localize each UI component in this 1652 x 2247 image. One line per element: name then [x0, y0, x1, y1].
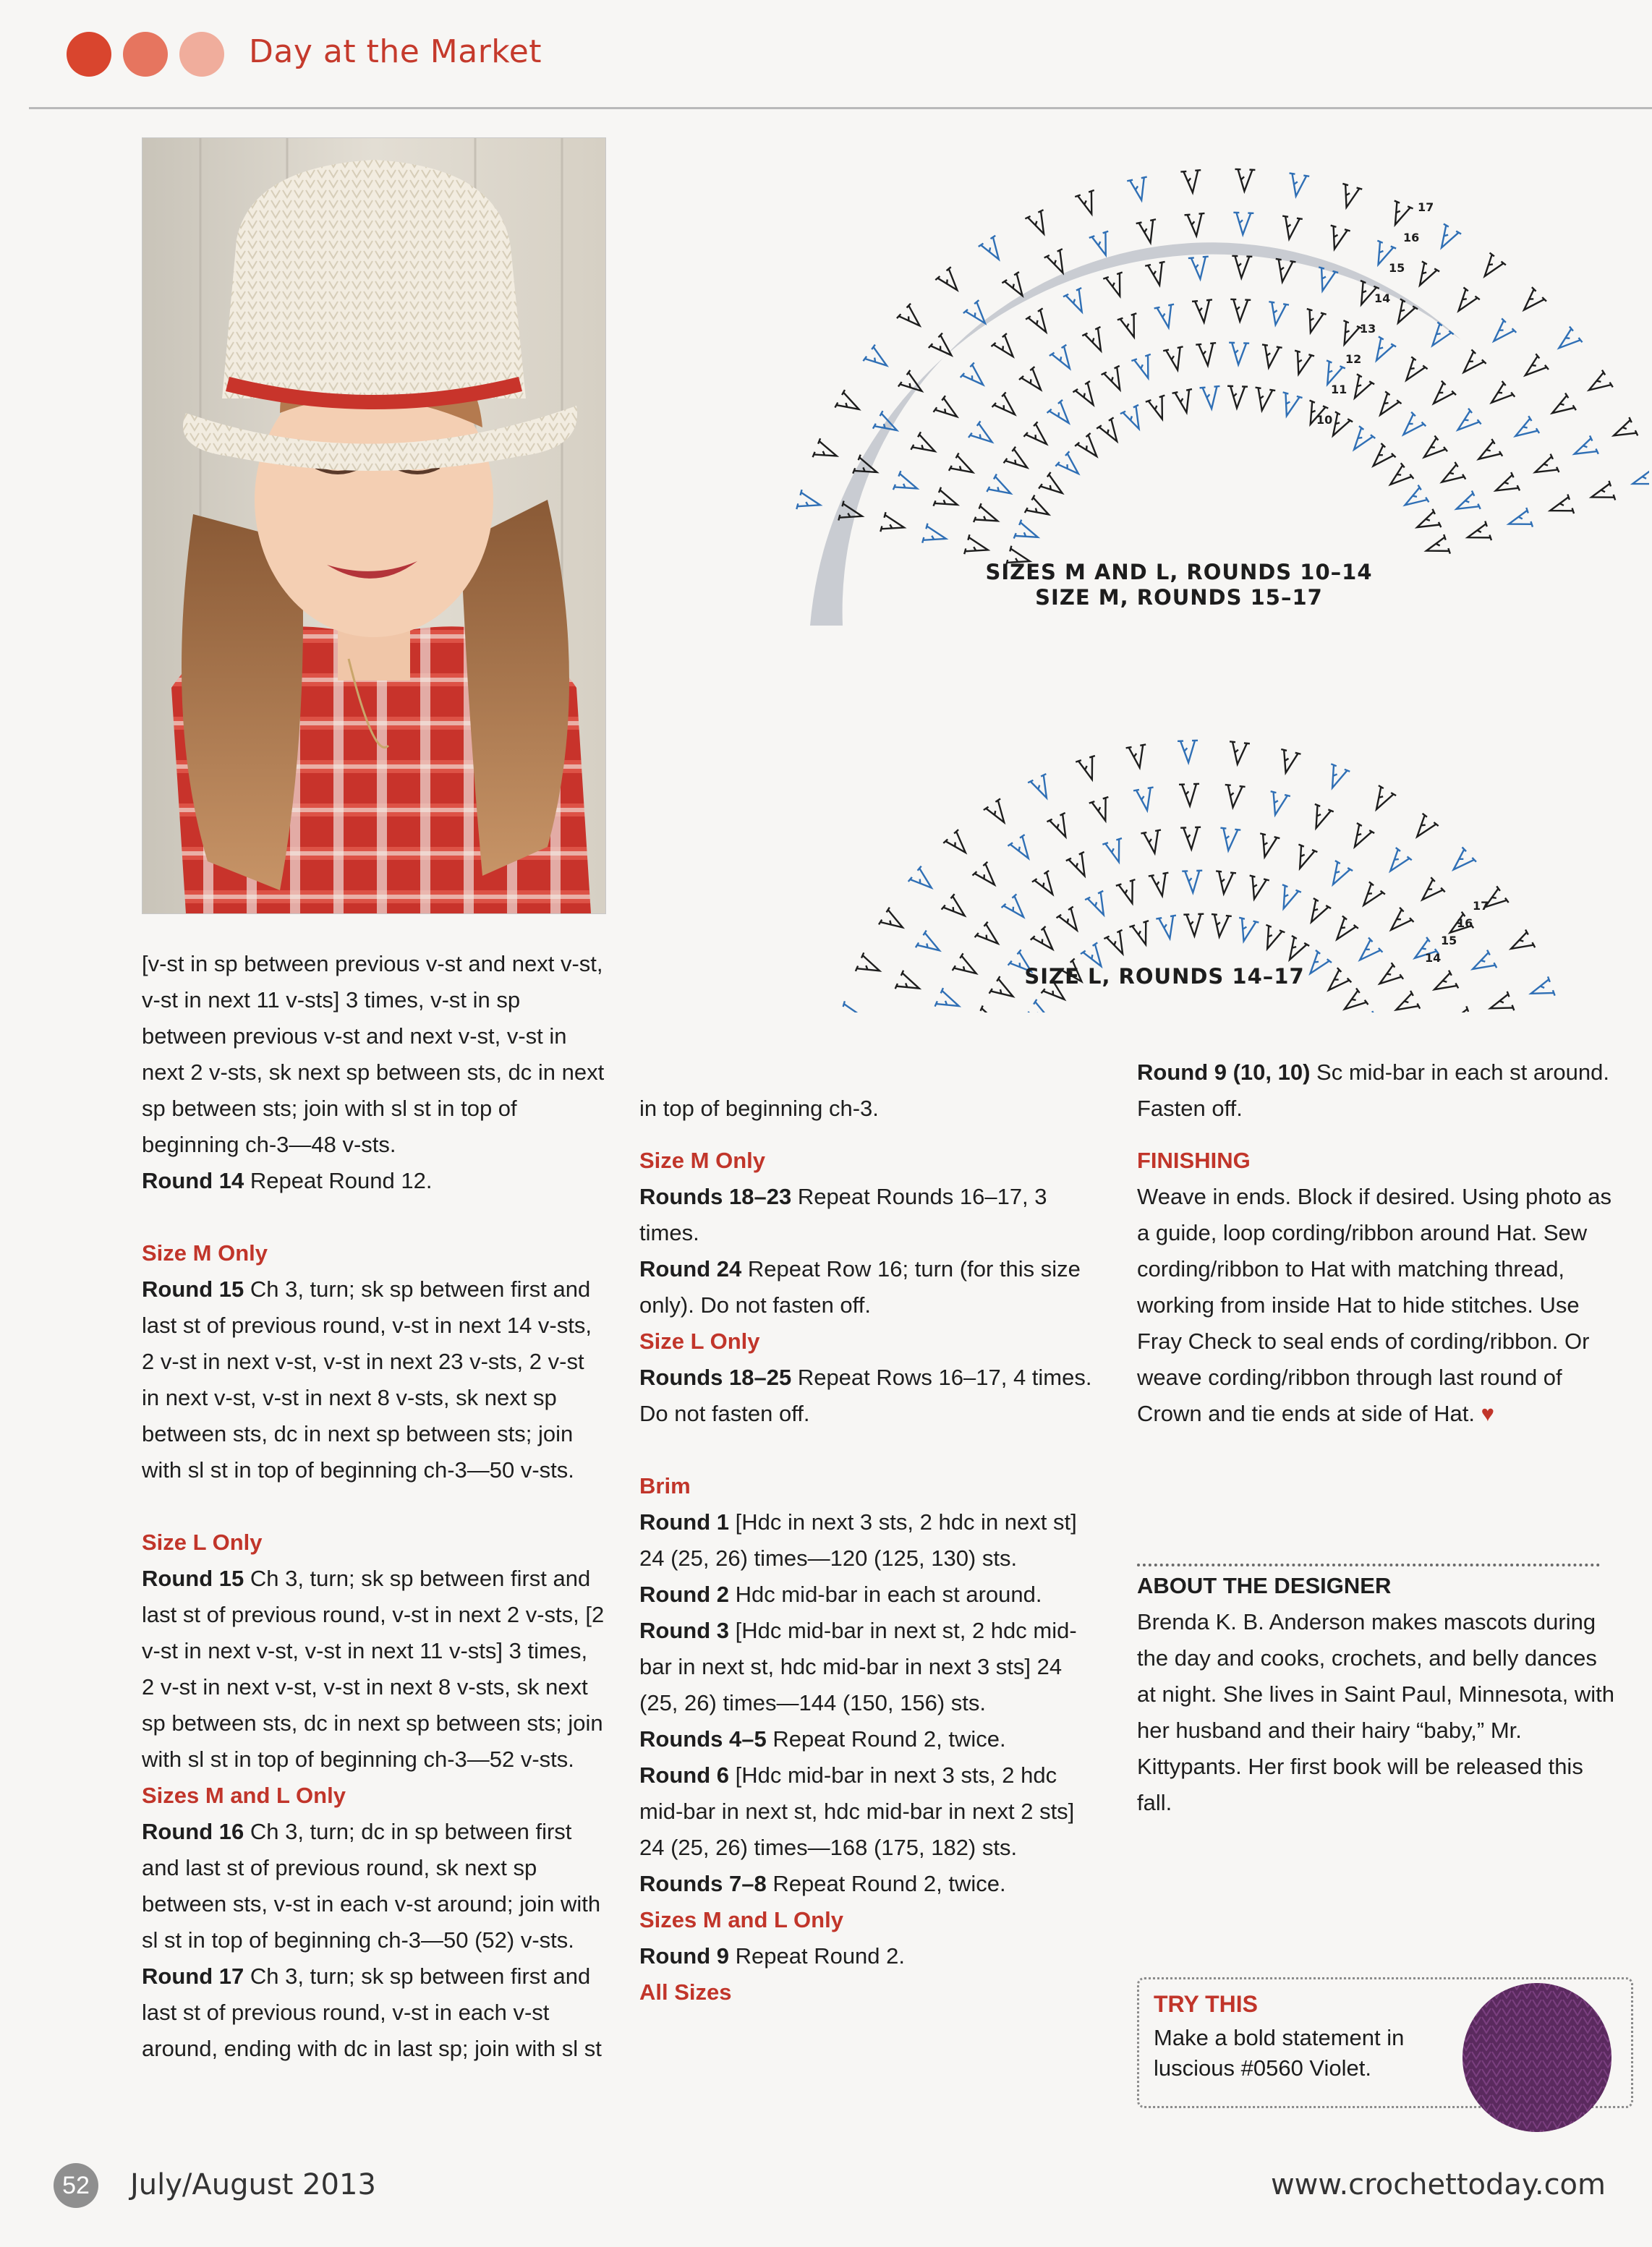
- stitch-symbol: [1286, 173, 1309, 197]
- stitch-symbol: [1234, 169, 1255, 192]
- stitch-symbol: [1476, 253, 1505, 283]
- stitch-symbol: [1085, 891, 1112, 919]
- stitch-symbol: [1028, 774, 1055, 802]
- stitch-symbol: [1400, 485, 1429, 514]
- stitch-symbol: [1156, 916, 1180, 940]
- photo-illustration: [142, 138, 605, 913]
- stitch-symbol: [1026, 308, 1055, 337]
- stitch-symbol: [934, 487, 961, 514]
- stitch-symbol: [1584, 370, 1613, 399]
- text-column-2: [639, 1091, 1102, 2011]
- round-number-top: 16: [1403, 231, 1420, 244]
- stitch-symbol: [1129, 921, 1155, 947]
- round14-label: Round 14: [142, 1168, 244, 1193]
- stitch-symbol: [1163, 346, 1188, 372]
- stitch-symbol: [1290, 845, 1317, 872]
- brim-heading: Brim: [639, 1473, 691, 1498]
- stitch-symbol: [1075, 433, 1104, 463]
- stitch-symbol: [1032, 871, 1061, 900]
- stitch-symbol: [1510, 416, 1539, 445]
- stitch-symbol: [1353, 938, 1382, 968]
- stitch-symbol: [934, 396, 963, 425]
- col2-sizes-m-l-heading: Sizes M and L Only: [639, 1907, 843, 1932]
- diagram-label-top-line1: SIZES M AND L, ROUNDS 10–14: [985, 560, 1373, 584]
- stitch-symbol: [1227, 741, 1250, 765]
- stitch-symbol: [1026, 999, 1055, 1012]
- stitch-symbol: [1131, 354, 1157, 381]
- stitch-symbol: [1324, 226, 1350, 252]
- stitch-symbol: [1230, 299, 1251, 322]
- round15m-text: Ch 3, turn; sk sp between first and last st of previous round, v-st in next 14 v-sts, 2 v-st in next v-st, v-st in next 23 v-sts, 2 v-st in next v-st, v-st in next 8 v-sts, sk next sp between sts, dc in next sp between sts; join with sl st in top of beginning ch-3—50 v-sts.: [142, 1276, 592, 1483]
- round15l-text: Ch 3, turn; sk sp between first and last st of previous round, v-st in next 2 v-sts, [2 v-st in next v-st, v-st in next 11 v-sts] 3 times, 2 v-st in next v-st, v-st in next 8 v-sts, sk next sp between sts, dc in next sp between sts; join with sl st in top of beginning ch-3—52 v-sts.: [142, 1566, 605, 1772]
- col1-intro: [v-st in sp between previous v-st and next v-st, v-st in next 11 v-sts] 3 times, v-st in sp between previous v-st and next v-st, v-st in next 2 v-sts, sk next sp between sts, dc in next sp between sts; join with sl st in top of beginning ch-3—48 v-sts.: [142, 951, 605, 1157]
- stitch-symbol: [984, 798, 1013, 828]
- rounds18-23-text: Repeat Rounds 16–17, 3 times.: [639, 1184, 1047, 1245]
- designer-text: Brenda K. B. Anderson makes mascots during the day and cooks, crochets, and belly dances at night. She lives in Saint Paul, Minnesota, with her husband and their hairy “baby,” Mr. Kittypants. Her first book will be released this fall.: [1137, 1609, 1614, 1815]
- round-number-top: 11: [1331, 383, 1347, 396]
- stitch-symbol: [1232, 213, 1253, 235]
- stitch-symbol: [1430, 971, 1459, 999]
- stitch-symbol: [1002, 894, 1031, 924]
- stitch-symbol: [1228, 343, 1249, 365]
- stitch-symbol: [1183, 914, 1204, 937]
- stitch-symbol: [1180, 170, 1203, 193]
- stitch-symbol: [1396, 412, 1426, 442]
- stitch-symbol: [1047, 400, 1077, 430]
- stitch-symbol: [1196, 343, 1218, 366]
- stitch-symbol: [1102, 838, 1128, 865]
- stitch-symbol: [991, 333, 1021, 363]
- stitch-symbol: [1423, 534, 1450, 560]
- stitch-symbol: [961, 362, 990, 392]
- stitch-symbol: [1252, 388, 1275, 412]
- text-column-1: [142, 946, 605, 2067]
- stitch-symbol: [1530, 454, 1559, 482]
- header-dot-1: [67, 32, 111, 77]
- finishing-heading: FINISHING: [1137, 1148, 1251, 1173]
- stitch-symbol: [1353, 1011, 1382, 1012]
- stitch-symbol: [1313, 267, 1338, 294]
- stitch-symbol: [1588, 481, 1615, 507]
- stitch-symbol: [1120, 405, 1148, 433]
- brim-rounds7-8-label: Rounds 7–8: [639, 1871, 767, 1896]
- brim-round9-label: Round 9: [639, 1943, 729, 1969]
- round-number-top: 17: [1418, 200, 1434, 214]
- round-number-bottom: 15: [1441, 934, 1457, 947]
- stitch-symbol: [1025, 495, 1054, 524]
- stitch-symbol: [1384, 463, 1413, 493]
- try-this-text: Make a bold statement in luscious #0560 Violet.: [1154, 2025, 1405, 2081]
- fasten-off-text: Fasten off.: [1137, 1096, 1243, 1121]
- stitch-symbol: [1104, 930, 1131, 958]
- stitch-symbol: [1506, 508, 1533, 534]
- stitch-symbol: [1486, 318, 1516, 348]
- stitch-symbol: [1234, 918, 1259, 944]
- rounds18-23-label: Rounds 18–23: [639, 1184, 792, 1209]
- stitch-symbol: [1097, 417, 1125, 446]
- round-number-top: 15: [1389, 261, 1405, 275]
- sizes-m-l-heading: Sizes M and L Only: [142, 1783, 346, 1808]
- section-title: Day at the Market: [249, 33, 542, 70]
- page-number: 52: [54, 2163, 98, 2208]
- stitch-symbol: [1409, 814, 1439, 843]
- stitch-symbol: [1179, 784, 1200, 806]
- issue-date: July/August 2013: [130, 2168, 376, 2201]
- stitch-symbol: [1337, 184, 1362, 210]
- stitch-symbol: [1274, 884, 1301, 912]
- stitch-symbol: [1182, 871, 1203, 893]
- col2-size-m-heading: Size M Only: [639, 1148, 765, 1173]
- stitch-symbol: [1089, 231, 1115, 258]
- stitch-symbol: [1039, 472, 1068, 501]
- designer-divider: [1137, 1564, 1600, 1566]
- rounds18-25-label: Rounds 18–25: [639, 1365, 792, 1390]
- col2-continuation: in top of beginning ch-3.: [639, 1096, 879, 1121]
- stitch-symbol: [897, 304, 927, 333]
- stitch-symbol: [1019, 367, 1049, 396]
- stitch-symbol: [1214, 871, 1236, 895]
- stitch-symbol: [1303, 898, 1331, 927]
- round24-text: Repeat Row 16; turn (for this size only). Do not fasten off.: [639, 1256, 1081, 1318]
- stitch-symbol: [963, 300, 993, 330]
- hat-model-photo: [142, 137, 606, 914]
- stitch-symbol: [1324, 861, 1353, 890]
- size-m-heading: Size M Only: [142, 1240, 268, 1266]
- stitch-symbol: [1355, 882, 1385, 911]
- stitch-symbol: [1392, 991, 1421, 1012]
- stitch-symbol: [1145, 262, 1170, 287]
- round24-label: Round 24: [639, 1256, 742, 1282]
- stitch-symbol: [992, 392, 1022, 422]
- stitch-symbol: [1272, 259, 1295, 283]
- stitch-symbol: [813, 438, 840, 465]
- stitch-symbol: [1415, 877, 1445, 907]
- brim-round6-label: Round 6: [639, 1762, 729, 1788]
- round17-text: Ch 3, turn; sk sp between first and last st of previous round, v-st in each v-st around, ending with dc in last sp; join with sl st: [142, 1964, 602, 2061]
- website-url: www.crochettoday.com: [1270, 2168, 1606, 2201]
- stitch-symbol: [1136, 219, 1161, 244]
- stitch-symbol: [1300, 309, 1326, 336]
- stitch-symbol: [1180, 827, 1201, 850]
- stitch-symbol: [1346, 426, 1375, 456]
- heart-icon: ♥: [1481, 1401, 1495, 1426]
- stitch-symbol: [879, 908, 908, 937]
- stitch-symbol: [1366, 443, 1396, 473]
- stitch-symbol: [1436, 462, 1465, 491]
- stitch-symbol: [1457, 349, 1486, 379]
- stitch-symbol: [895, 971, 924, 998]
- stitch-symbol: [1507, 929, 1536, 958]
- stitch-symbol: [898, 370, 928, 399]
- stitch-symbol: [1368, 785, 1396, 814]
- round-number-bottom: 14: [1425, 951, 1442, 965]
- stitch-symbol: [1154, 304, 1179, 330]
- stitch-symbol: [1231, 256, 1252, 278]
- stitch-symbol: [1057, 907, 1086, 937]
- stitch-symbol: [1209, 914, 1232, 938]
- stitch-symbol: [1126, 744, 1150, 769]
- stitch-symbol: [1277, 392, 1302, 419]
- diagram-label-top-line2: SIZE M, ROUNDS 15–17: [1035, 585, 1323, 610]
- stitch-symbol: [1146, 396, 1172, 422]
- header-dot-3: [179, 32, 224, 77]
- about-designer: [1137, 1568, 1614, 1821]
- stitch-symbol: [1368, 336, 1396, 365]
- brim-round1-label: Round 1: [639, 1509, 729, 1535]
- brim-round2-label: Round 2: [639, 1582, 729, 1607]
- stitch-symbol: [1049, 345, 1078, 374]
- stitch-symbol: [1452, 490, 1481, 518]
- stitch-symbol: [1339, 988, 1368, 1012]
- stitch-symbol: [1519, 354, 1549, 383]
- stitch-symbol: [1023, 422, 1053, 451]
- all-sizes-heading: All Sizes: [639, 1979, 732, 2005]
- stitch-symbol: [1426, 381, 1456, 411]
- stitch-symbol: [835, 390, 864, 418]
- stitch-symbol: [1630, 467, 1649, 493]
- stitch-symbol: [1133, 788, 1157, 812]
- stitch-symbol: [987, 474, 1016, 502]
- stitch-symbol: [1446, 1006, 1473, 1012]
- brim-round3-label: Round 3: [639, 1618, 729, 1643]
- stitch-symbol: [1082, 327, 1110, 355]
- stitch-symbol: [1188, 257, 1211, 280]
- round-number-top: 10: [1316, 413, 1333, 427]
- round-number-bottom: 17: [1473, 899, 1489, 913]
- stitch-symbol: [1265, 791, 1290, 817]
- stitch-symbol: [1055, 451, 1085, 481]
- stitch-symbol: [1178, 741, 1198, 763]
- stitch-symbol: [1465, 521, 1491, 547]
- brim-round3-text: [Hdc mid-bar in next st, 2 hdc mid-bar in next st, hdc mid-bar in next 3 sts] 24 (25, 26) times—144 (150, 156) sts.: [639, 1618, 1077, 1715]
- stitch-symbol: [911, 432, 940, 460]
- try-this-title: TRY THIS: [1154, 1991, 1259, 2017]
- stitch-symbol: [1281, 936, 1309, 965]
- stitch-symbol: [1073, 381, 1102, 410]
- page-header: [0, 0, 1652, 108]
- stitch-symbol: [1553, 326, 1583, 356]
- stitch-symbol: [916, 930, 945, 959]
- stitch-symbol: [968, 421, 998, 450]
- stitch-symbol: [880, 512, 906, 537]
- violet-yarn-swatch: [1461, 1982, 1613, 2133]
- stitch-symbol: [1172, 389, 1197, 414]
- stitch-symbol: [1491, 472, 1520, 500]
- brim-round1-text: [Hdc in next 3 sts, 2 hdc in next st] 24 (25, 26) times—120 (125, 130) sts.: [639, 1509, 1077, 1571]
- stitch-symbol: [1547, 494, 1574, 520]
- stitch-symbol: [1386, 201, 1413, 229]
- round16-text: Ch 3, turn; dc in sp between first and last st of previous round, sk next sp between sts, v-st in each v-st around; join with sl st in top of beginning ch-3—50 (52) v-sts.: [142, 1819, 601, 1953]
- stitch-diagram: [622, 108, 1649, 1012]
- round15l-label: Round 15: [142, 1566, 244, 1591]
- stitch-symbol: [1528, 976, 1555, 1003]
- round17-label: Round 17: [142, 1964, 244, 1989]
- brim-round6-text: [Hdc mid-bar in next 3 sts, 2 hdc mid-bar in next st, hdc mid-bar in next 2 sts] 24 (25, 26) times—168 (175, 182) sts.: [639, 1762, 1075, 1860]
- stitch-symbol: [908, 866, 938, 896]
- stitch-symbol: [893, 471, 921, 498]
- stitch-symbol: [1102, 366, 1129, 394]
- stitch-symbol: [974, 503, 1001, 530]
- stitch-symbol: [972, 862, 1002, 892]
- stitch-symbol: [1570, 435, 1598, 463]
- stitch-symbol: [1141, 830, 1165, 855]
- stitch-symbol: [1609, 417, 1638, 445]
- stitch-symbol: [949, 453, 978, 481]
- stitch-symbol: [863, 345, 893, 374]
- stitch-symbol: [943, 830, 973, 859]
- round15m-label: Round 15: [142, 1276, 244, 1302]
- stitch-symbol: [1447, 848, 1476, 877]
- stitch-symbol: [1372, 391, 1401, 421]
- stitch-symbol: [1075, 190, 1101, 217]
- stitch-symbol: [1127, 177, 1151, 202]
- stitch-symbol: [1485, 381, 1515, 411]
- diagram-label-bottom: SIZE L, ROUNDS 14–17: [1024, 964, 1305, 989]
- stitch-symbol: [1411, 261, 1439, 290]
- stitch-symbol: [1346, 374, 1374, 403]
- stitch-symbol: [1329, 916, 1358, 946]
- round-numbers-bottom: [1425, 899, 1489, 965]
- round16-label: Round 16: [142, 1819, 244, 1844]
- stitch-symbol: [1259, 344, 1282, 369]
- stitch-symbol: [1266, 302, 1289, 326]
- stitch-symbol: [1149, 873, 1172, 897]
- stitch-symbol: [1066, 852, 1094, 880]
- stitch-symbol: [975, 922, 1005, 952]
- stitch-symbol: [1487, 992, 1515, 1012]
- stitch-symbol: [1346, 823, 1374, 852]
- stitch-symbol: [839, 1001, 866, 1012]
- round14-text: Repeat Round 12.: [244, 1168, 433, 1193]
- stitch-symbol: [1244, 876, 1269, 902]
- stitch-symbol: [1335, 320, 1362, 349]
- stitch-symbol: [1418, 435, 1447, 465]
- stitch-symbol: [796, 490, 822, 515]
- stitch-symbol: [1255, 833, 1280, 859]
- round-number-top: 14: [1374, 291, 1391, 305]
- stitch-symbols-top: [796, 169, 1649, 571]
- stitch-symbol: [1014, 520, 1042, 547]
- stitch-symbol: [1473, 439, 1502, 468]
- stitch-symbol: [1185, 213, 1207, 236]
- stitch-symbol: [1063, 288, 1091, 316]
- stitch-symbol: [1004, 447, 1034, 476]
- header-dot-2: [123, 32, 168, 77]
- stitch-symbol: [1258, 925, 1285, 952]
- stitch-symbol: [1192, 299, 1214, 323]
- stitch-symbol: [1450, 287, 1479, 317]
- text-column-3: [1137, 1054, 1614, 1432]
- stitch-symbol: [1025, 210, 1052, 238]
- stitch-symbol: [1223, 785, 1246, 809]
- brim-round2-text: Hdc mid-bar in each st around.: [729, 1582, 1042, 1607]
- finishing-text: Weave in ends. Block if desired. Using photo as a guide, loop cording/ribbon around Hat. Sew cording/ribbon to Hat with matching thread, working from inside Hat to hide stitches. Use Fray Check to seal ends of cording/ribbon. Or weave cording/ribbon through last round of Crown and tie ends at side of Hat.: [1137, 1184, 1611, 1426]
- stitch-symbol: [1433, 224, 1461, 253]
- stitch-symbol: [1279, 216, 1302, 241]
- stitch-symbol: [1289, 351, 1314, 378]
- stitch-symbol: [1382, 848, 1412, 877]
- stitch-symbol: [1117, 313, 1144, 340]
- col2-size-l-heading: Size L Only: [639, 1329, 760, 1354]
- stitch-symbol: [1547, 393, 1576, 422]
- stitch-symbol: [1307, 804, 1334, 832]
- brim-rounds7-8-text: Repeat Round 2, twice.: [766, 1871, 1006, 1896]
- stitch-symbol: [942, 894, 971, 924]
- stitch-symbol: [1452, 409, 1481, 438]
- stitch-symbol: [1218, 828, 1240, 852]
- stitch-symbol: [1116, 879, 1142, 906]
- stitch-symbol: [1227, 386, 1248, 409]
- designer-heading: ABOUT THE DESIGNER: [1137, 1573, 1392, 1598]
- rounds18-25-text: Repeat Rows 16–17, 4 times. Do not fasten off.: [639, 1365, 1092, 1426]
- stitch-symbol: [1008, 835, 1036, 864]
- stitch-symbol: [1424, 322, 1453, 351]
- stitch-symbol: [922, 524, 948, 549]
- stitch-symbol: [964, 534, 990, 560]
- stitch-symbol: [935, 988, 963, 1012]
- round-number-bottom: 16: [1457, 916, 1473, 930]
- stitch-symbol: [1031, 926, 1060, 956]
- col3-round9-text: Sc mid-bar in each st around.: [1310, 1059, 1609, 1085]
- stitch-symbol: [1398, 357, 1427, 386]
- brim-round9-text: Repeat Round 2.: [729, 1943, 906, 1969]
- stitch-symbol: [935, 267, 965, 297]
- brim-rounds4-5-text: Repeat Round 2, twice.: [766, 1726, 1006, 1752]
- stitch-symbol: [1276, 749, 1300, 775]
- stitch-symbol: [1200, 386, 1222, 409]
- col3-round9-label: Round 9 (10, 10): [1137, 1059, 1311, 1085]
- stitch-symbol: [1413, 509, 1441, 537]
- stitch-symbol: [1468, 950, 1497, 978]
- brim-rounds4-5-label: Rounds 4–5: [639, 1726, 767, 1752]
- stitch-symbol: [1323, 764, 1350, 791]
- stitch-symbol: [1103, 273, 1129, 299]
- stitch-symbol: [1076, 756, 1102, 783]
- stitch-symbol: [1089, 797, 1115, 824]
- round-number-top: 13: [1360, 322, 1376, 336]
- stitch-symbol: [974, 1006, 1002, 1012]
- stitch-symbol: [1384, 908, 1414, 937]
- stitch-symbol: [1517, 287, 1546, 317]
- stitch-symbol: [856, 952, 884, 980]
- diagram-label-top: [926, 560, 1432, 610]
- size-l-heading: Size L Only: [142, 1530, 263, 1555]
- stitch-symbol: [979, 236, 1008, 265]
- stitch-symbol: [1047, 813, 1075, 841]
- round-number-top: 12: [1345, 352, 1362, 366]
